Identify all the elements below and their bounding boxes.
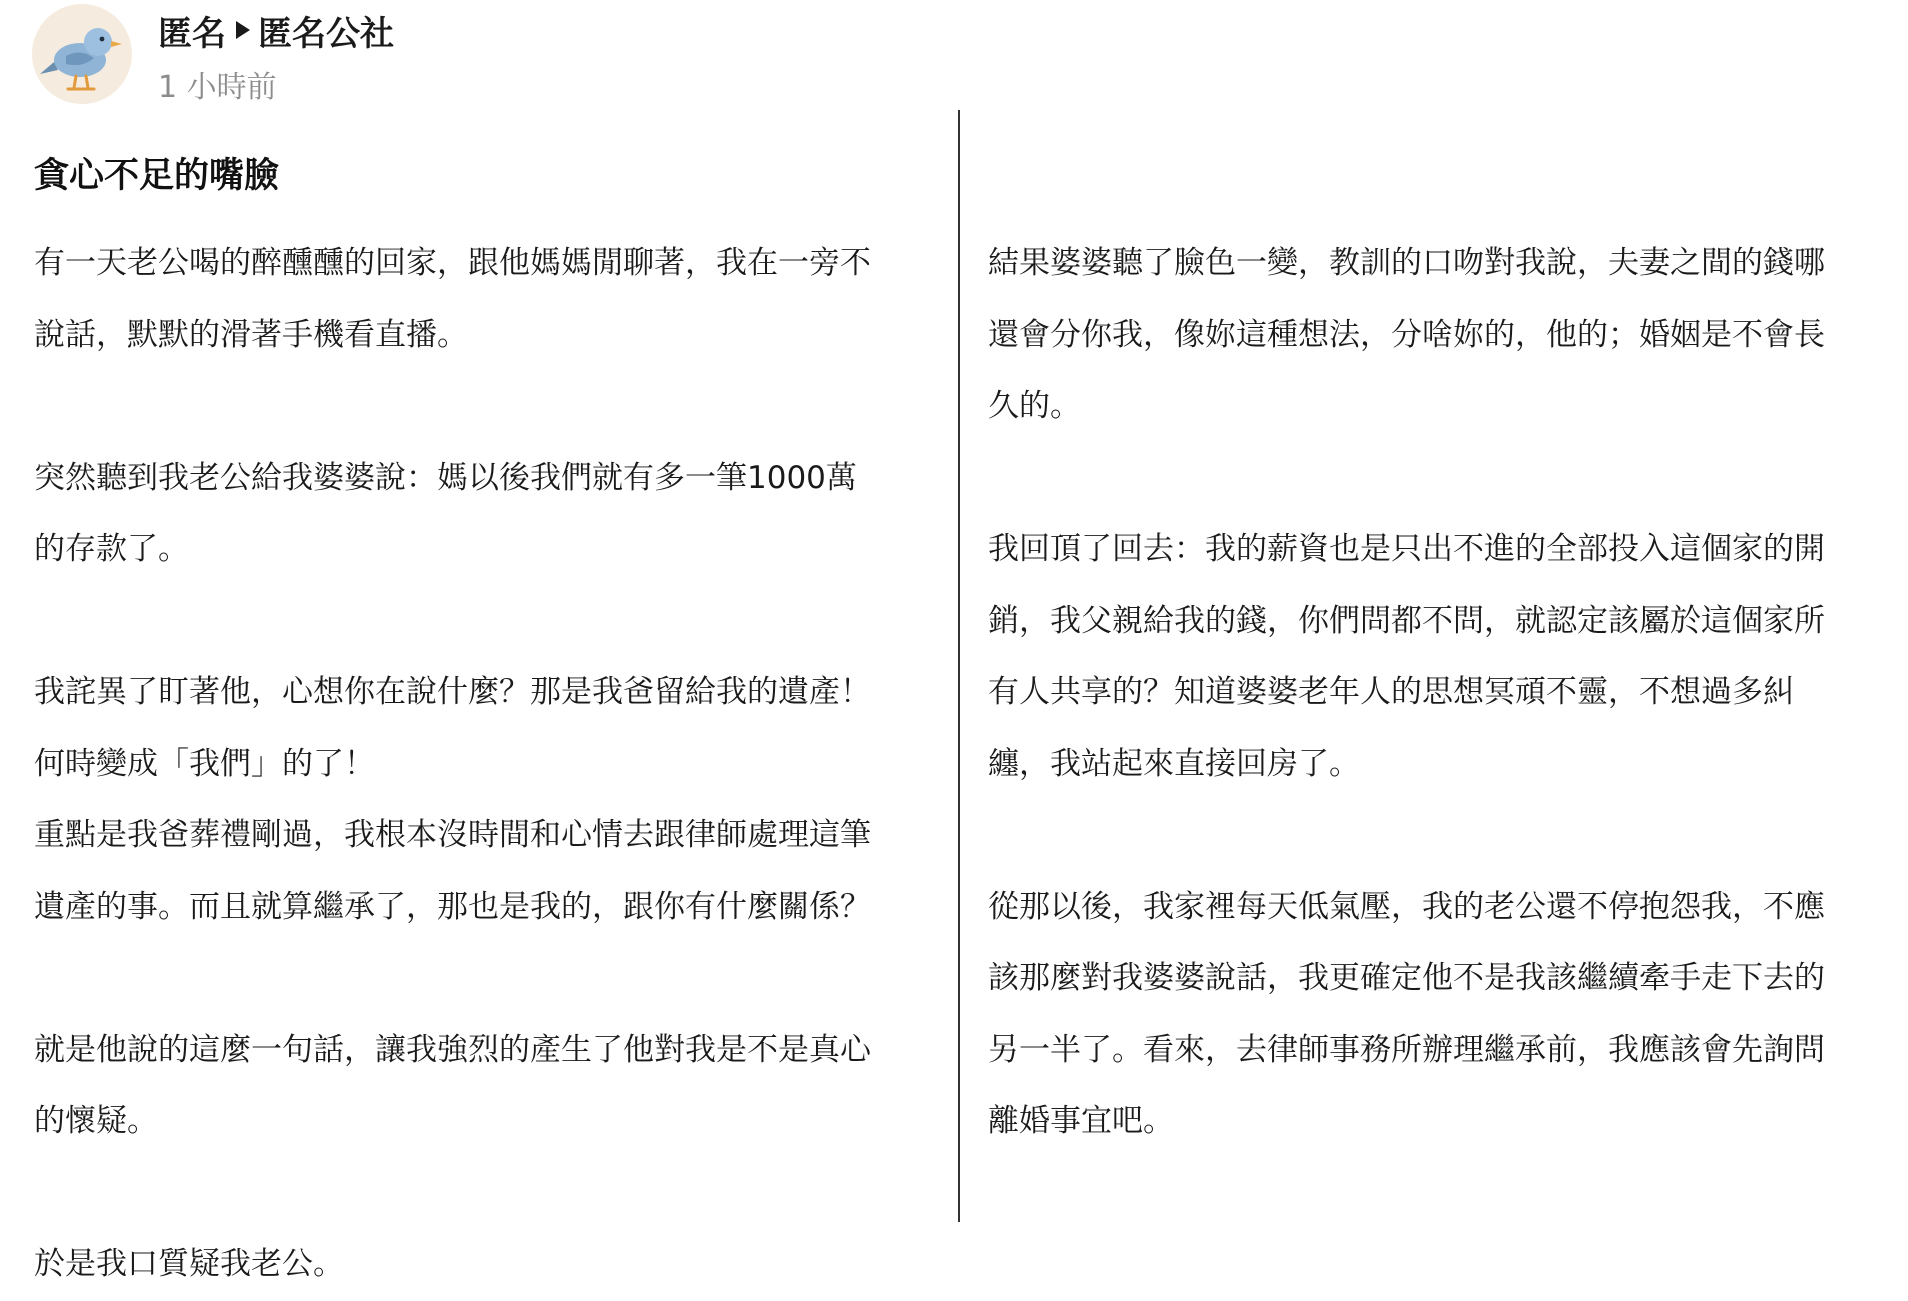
- paragraph-gap: [988, 800, 1888, 872]
- body-text-line: 有一天老公喝的醉醺醺的回家，跟他媽媽閒聊著，我在一旁不: [34, 245, 871, 281]
- avatar[interactable]: [32, 4, 132, 104]
- paragraph-gap: [34, 371, 954, 443]
- body-text-line: 何時變成「我們」的了！: [34, 745, 375, 782]
- body-text-line: 遺產的事。而且就算繼承了，那也是我的，跟你有什麼關係？: [34, 888, 871, 925]
- post-time: 1 小時前: [158, 70, 277, 105]
- body-text-line: 有人共享的？知道婆婆老年人的思想冥頑不靈，不想過多糾: [988, 674, 1794, 710]
- post-title: 貪心不足的嘴臉: [34, 156, 280, 196]
- body-text-line: 結果婆婆聽了臉色一變，教訓的口吻對我說，夫妻之間的錢哪: [988, 245, 1825, 281]
- column-divider: [958, 110, 960, 1222]
- body-text-line: 銷，我父親給我的錢，你們問都不問，就認定該屬於這個家所: [988, 602, 1825, 639]
- paragraph-gap: [34, 943, 954, 1015]
- post-body-left-column: [34, 228, 954, 1301]
- author-name[interactable]: 匿名: [158, 13, 226, 54]
- body-text-line: 突然聽到我老公給我婆婆說：媽以後我們就有多一筆1000萬: [34, 459, 857, 496]
- body-text-line: 說話，默默的滑著手機看直播。: [34, 316, 468, 353]
- body-text-line: 另一半了。看來，去律師事務所辦理繼承前，我應該會先詢問: [988, 1031, 1825, 1068]
- body-text-line: 就是他說的這麼一句話，讓我強烈的產生了他對我是不是真心: [34, 1031, 871, 1068]
- board-name[interactable]: 匿名公社: [258, 13, 394, 54]
- body-text-line: 還會分你我，像妳這種想法，分啥妳的，他的；婚姻是不會長: [988, 316, 1825, 353]
- body-text-line: 我回頂了回去：我的薪資也是只出不進的全部投入這個家的開: [988, 531, 1825, 567]
- caret-right-icon: [236, 21, 250, 39]
- body-text-line: 該那麼對我婆婆說話，我更確定他不是我該繼續牽手走下去的: [988, 960, 1825, 996]
- paragraph-gap: [34, 1158, 954, 1230]
- bird-icon: [32, 4, 132, 104]
- body-text-line: 重點是我爸葬禮剛過，我根本沒時間和心情去跟律師處理這筆: [34, 817, 871, 853]
- paragraph-gap: [988, 443, 1888, 515]
- paragraph-gap: [34, 586, 954, 658]
- body-text-line: 於是我口質疑我老公。: [34, 1246, 344, 1282]
- body-text-line: 的存款了。: [34, 531, 189, 567]
- body-text-line: 從那以後，我家裡每天低氣壓，我的老公還不停抱怨我，不應: [988, 888, 1825, 925]
- body-text-line: 的懷疑。: [34, 1103, 158, 1139]
- post-author-line: [158, 8, 394, 52]
- body-text-line: 久的。: [988, 388, 1081, 424]
- post-body-right-column: [988, 228, 1888, 1158]
- body-text-line: 我詫異了盯著他，心想你在說什麼？那是我爸留給我的遺產！: [34, 674, 871, 710]
- body-text-line: 纏，我站起來直接回房了。: [988, 745, 1360, 782]
- body-text-line: 離婚事宜吧。: [988, 1103, 1174, 1139]
